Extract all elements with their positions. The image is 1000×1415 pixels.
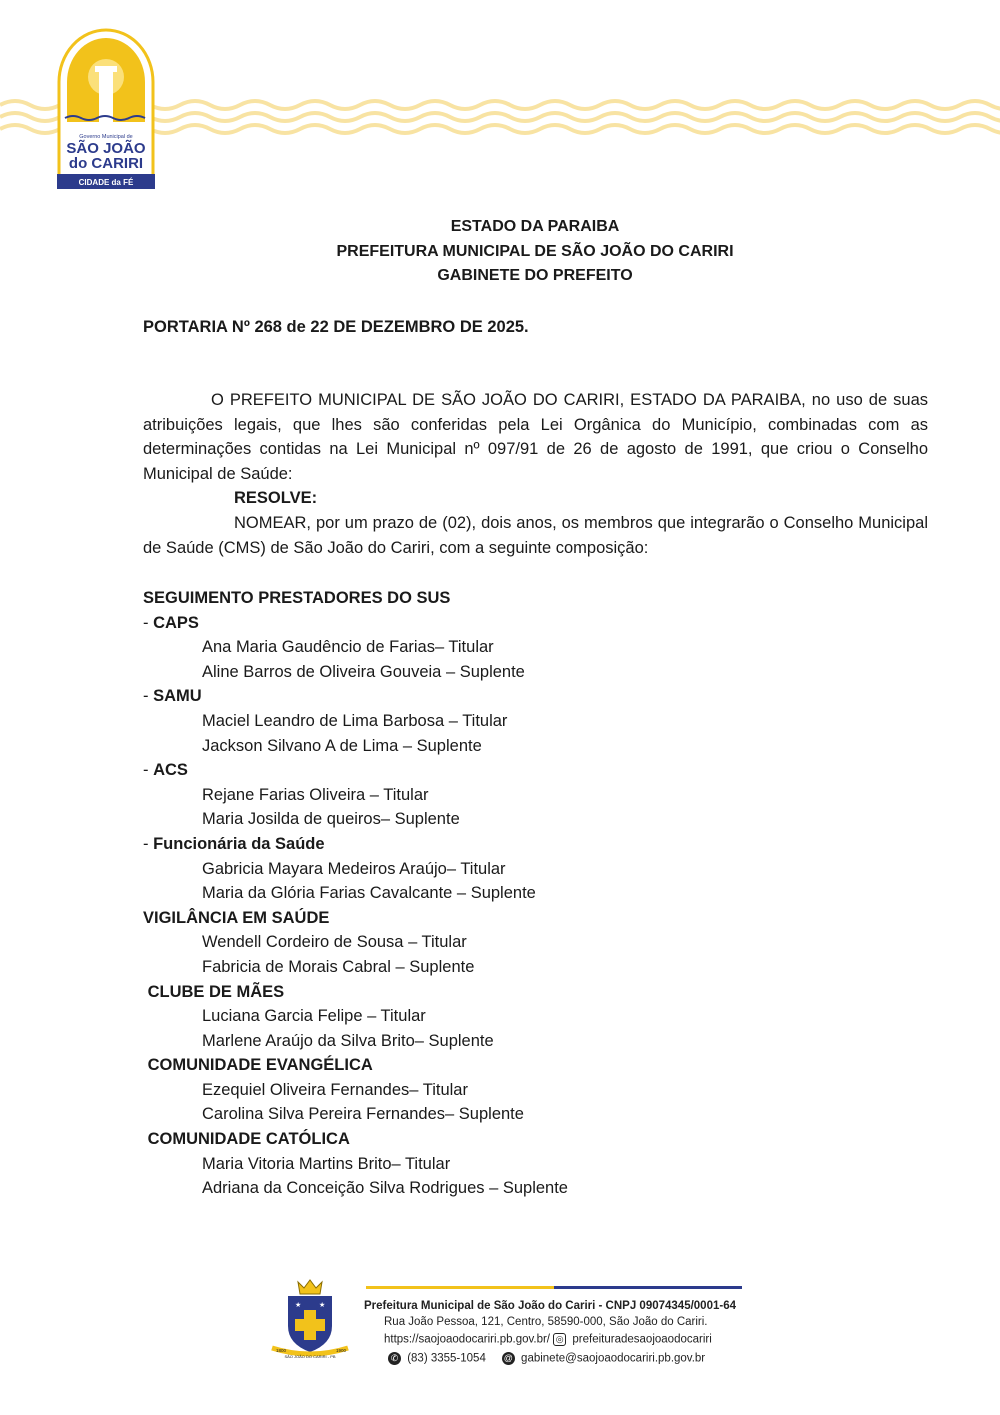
group-heading <box>143 832 568 857</box>
member-suplente: Marlene Araújo da Silva Brito– Suplente <box>202 1031 494 1050</box>
group-prefix: - <box>143 834 154 853</box>
svg-text:SÃO JOÃO DO CARIRI - PB: SÃO JOÃO DO CARIRI - PB <box>284 1354 336 1359</box>
email-icon: @ <box>503 1353 513 1363</box>
group-prefix: - <box>143 687 154 706</box>
footer-website-link[interactable]: https://saojoaodocariri.pb.gov.br/ <box>384 1333 550 1346</box>
svg-text:1800: 1800 <box>276 1348 287 1353</box>
group-label: ACS <box>153 761 188 780</box>
footer-address: Rua João Pessoa, 121, Centro, 58590-000, São João do Cariri. <box>384 1316 708 1328</box>
member-suplente: Jackson Silvano A de Lima – Suplente <box>202 736 482 755</box>
group-heading <box>143 906 568 931</box>
group-heading <box>143 611 568 636</box>
group-label: COMUNIDADE EVANGÉLICA <box>147 1056 373 1075</box>
member-suplente: Carolina Silva Pereira Fernandes– Suplente <box>202 1105 524 1124</box>
svg-text:Governo Municipal de: Governo Municipal de <box>79 134 133 140</box>
group-label: CLUBE DE MÃES <box>147 982 285 1001</box>
phone-icon: ✆ <box>388 1352 401 1365</box>
group-heading <box>143 1053 568 1078</box>
header-cabinet: GABINETE DO PREFEITO <box>437 267 633 284</box>
member-titular: Ana Maria Gaudêncio de Farias– Titular <box>202 638 494 657</box>
member-titular: Luciana Garcia Felipe – Titular <box>202 1007 426 1026</box>
municipal-coat-of-arms <box>268 1276 352 1362</box>
svg-text:★: ★ <box>295 1302 302 1309</box>
group-heading <box>143 684 568 709</box>
header-prefecture: PREFEITURA MUNICIPAL DE SÃO JOÃO DO CARIRI <box>336 243 734 260</box>
member-titular: Maciel Leandro de Lima Barbosa – Titular <box>202 711 508 730</box>
member-titular: Gabricia Mayara Medeiros Araújo– Titular <box>202 859 506 878</box>
group-label: VIGILÂNCIA EM SAÚDE <box>143 908 330 927</box>
council-composition <box>143 586 568 1201</box>
group-prefix: - <box>143 613 154 632</box>
group-list <box>143 611 568 1201</box>
member-suplente: Adriana da Conceição Silva Rodrigues – Suplente <box>202 1179 568 1198</box>
footer-email-link[interactable]: gabinete@saojoaodocariri.pb.gov.br <box>521 1352 706 1365</box>
preamble-paragraph: O PREFEITO MUNICIPAL DE SÃO JOÃO DO CARIRI, ESTADO DA PARAIBA, no uso de suas atribuições legais, que lhes são conferidas pela Lei Orgânica do Município, combinadas com as determinações contidas na Lei Municipal nº 097/91 de 26 de agosto de 1991, que criou o Conselho Municipal de Saúde: <box>143 391 928 483</box>
group-label: COMUNIDADE CATÓLICA <box>147 1130 350 1149</box>
instagram-icon: ◎ <box>553 1333 566 1346</box>
group-heading <box>143 980 568 1005</box>
svg-text:1900: 1900 <box>336 1348 347 1353</box>
member-suplente: Maria da Glória Farias Cavalcante – Suplente <box>202 884 536 903</box>
member-titular: Rejane Farias Oliveira – Titular <box>202 785 429 804</box>
footer-divider <box>366 1286 742 1289</box>
footer-phone[interactable]: (83) 3355-1054 <box>407 1352 486 1365</box>
resolve-heading: RESOLVE: <box>234 489 318 507</box>
group-heading <box>143 1127 568 1152</box>
nomear-paragraph: NOMEAR, por um prazo de (02), dois anos, os membros que integrarão o Conselho Municipal de Saúde (CMS) de São João do Cariri, com a seguinte composição: <box>143 514 928 557</box>
footer-contact-row <box>388 1352 705 1365</box>
footer-web-row <box>384 1333 712 1346</box>
header-state: ESTADO DA PARAIBA <box>450 218 620 235</box>
svg-text:CIDADE da FÉ: CIDADE da FÉ <box>78 178 134 187</box>
municipal-logo <box>55 22 157 190</box>
group-label: SAMU <box>153 687 202 706</box>
group-label: CAPS <box>153 613 199 632</box>
group-label: Funcionária da Saúde <box>153 834 325 853</box>
footer-instagram-link[interactable]: prefeituradesaojoaodocariri <box>572 1333 712 1346</box>
member-suplente: Fabricia de Morais Cabral – Suplente <box>202 957 475 976</box>
member-suplente: Maria Josilda de queiros– Suplente <box>202 810 460 829</box>
svg-text:do CARIRI: do CARIRI <box>68 155 144 172</box>
svg-text:SÃO JOÃO: SÃO JOÃO <box>66 140 146 157</box>
document-title: PORTARIA Nº 268 de 22 DE DEZEMBRO DE 2025. <box>143 318 529 336</box>
svg-text:★: ★ <box>319 1302 326 1309</box>
segment-heading: SEGUIMENTO PRESTADORES DO SUS <box>143 589 451 607</box>
member-titular: Wendell Cordeiro de Sousa – Titular <box>202 933 467 952</box>
group-prefix: - <box>143 761 154 780</box>
footer-entity: Prefeitura Municipal de São João do Cariri - CNPJ 09074345/0001-64 <box>364 1300 736 1312</box>
member-suplente: Aline Barros de Oliveira Gouveia – Suplente <box>202 662 525 681</box>
member-titular: Maria Vitoria Martins Brito– Titular <box>202 1154 451 1173</box>
group-heading <box>143 758 568 783</box>
member-titular: Ezequiel Oliveira Fernandes– Titular <box>202 1080 468 1099</box>
